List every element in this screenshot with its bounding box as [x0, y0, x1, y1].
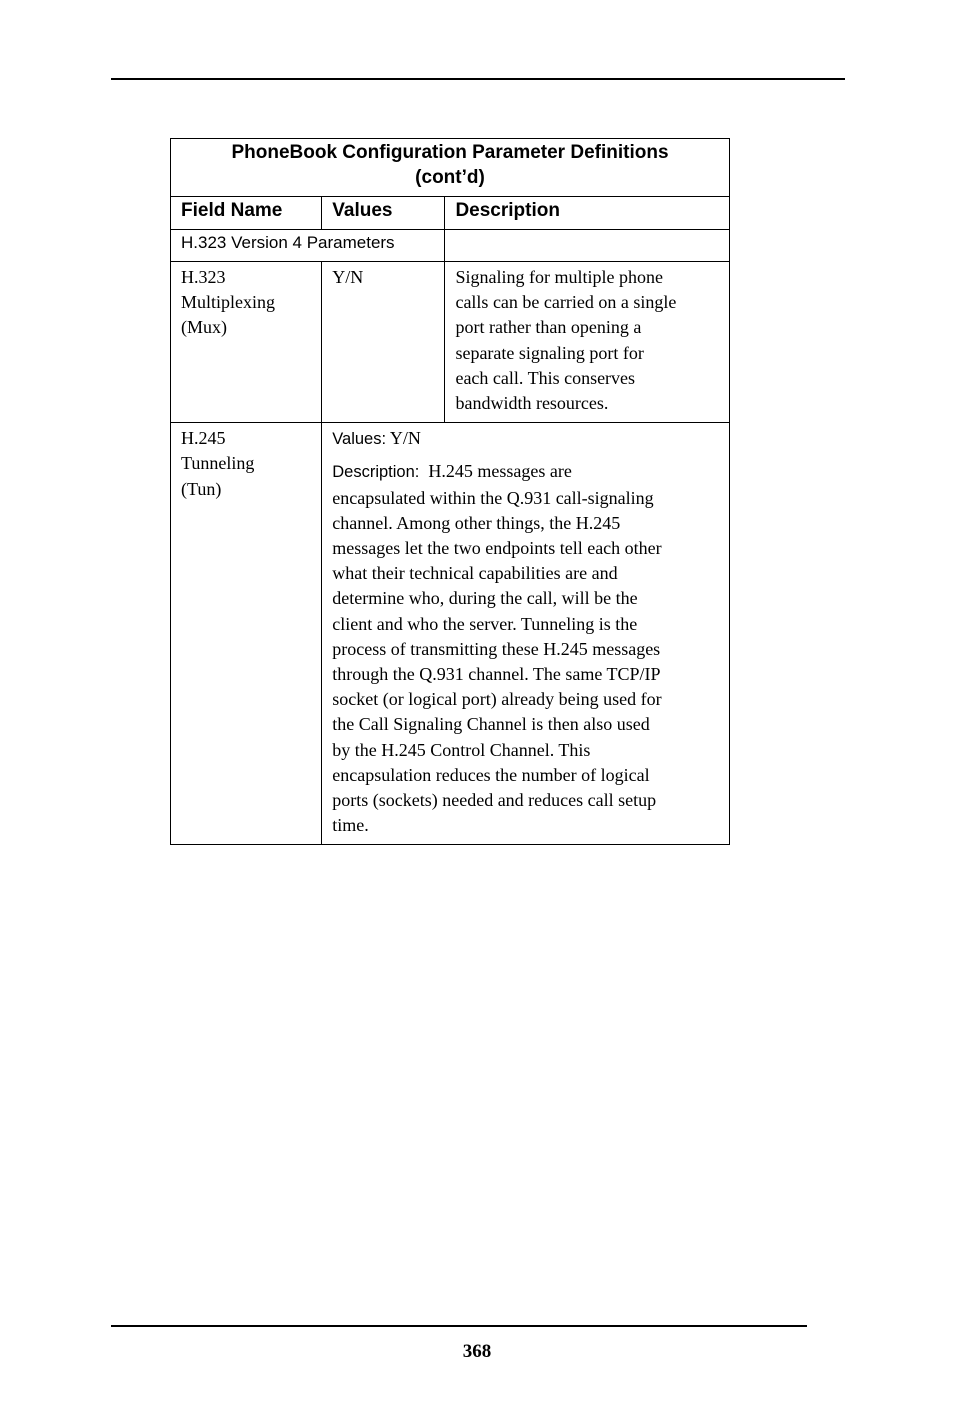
description-line: socket (or logical port) already being used for: [332, 689, 662, 710]
field-name-cell: [171, 423, 322, 845]
description-line: port rather than opening a: [455, 317, 642, 338]
description-line: process of transmitting these H.245 messages: [332, 638, 661, 659]
field-name-line: (Mux): [181, 317, 227, 338]
description-text: H.245 messages are: [428, 461, 572, 482]
description-line: client and who the server. Tunneling is the: [332, 613, 638, 634]
description-line: separate signaling port for: [455, 342, 644, 363]
description-line: each call. This conserves: [455, 367, 636, 388]
header-rule: [111, 78, 845, 80]
column-header-values: Values: [322, 197, 445, 230]
description-line: ports (sockets) needed and reduces call setup: [332, 790, 657, 811]
description-line: bandwidth resources.: [455, 393, 609, 414]
field-name-line: H.245: [181, 428, 226, 449]
description-line: messages let the two endpoints tell each other: [332, 538, 662, 559]
values-line: [332, 426, 719, 452]
description-line: encapsulation reduces the number of logical: [332, 764, 650, 785]
description-line: through the Q.931 channel. The same TCP/IP: [332, 664, 661, 685]
description-line: by the H.245 Control Channel. This: [332, 739, 591, 760]
value-text: Y/N: [332, 267, 364, 287]
table-header-row: [171, 197, 730, 230]
section-label: H.323 Version 4 Parameters: [171, 230, 445, 262]
field-name-line: Multiplexing: [181, 292, 275, 313]
table-row: [171, 262, 730, 423]
description-line: Signaling for multiple phone: [455, 267, 663, 287]
field-name-cell: [171, 262, 322, 423]
section-empty-cell: [445, 230, 730, 262]
description-line: time.: [332, 815, 369, 836]
field-name-line: (Tun): [181, 478, 222, 499]
section-row: [171, 230, 730, 262]
values-description-cell: [322, 423, 730, 845]
description-label: Description:: [332, 463, 420, 482]
field-name-line: H.323: [181, 267, 226, 287]
description-line: channel. Among other things, the H.245: [332, 512, 621, 533]
description-line: encapsulated within the Q.931 call-signaling: [332, 487, 654, 508]
values-cell: [322, 262, 445, 423]
table-title-row: [171, 139, 730, 197]
table-title-line-2: (cont’d): [415, 167, 485, 188]
page-number: 368: [462, 1341, 492, 1362]
values-label: Values:: [332, 430, 387, 449]
table-title-line-1: PhoneBook Configuration Parameter Definitions: [231, 142, 669, 163]
value-text: Y/N: [389, 428, 421, 449]
description-line: [332, 459, 719, 485]
description-line: what their technical capabilities are and: [332, 563, 618, 584]
column-header-description: Description: [445, 197, 730, 230]
description-line: calls can be carried on a single: [455, 292, 677, 313]
column-header-field-name: Field Name: [171, 197, 322, 230]
description-line: the Call Signaling Channel is then also used: [332, 714, 650, 735]
footer-rule: [111, 1325, 807, 1327]
parameter-definitions-table: [170, 138, 730, 845]
table-row: [171, 423, 730, 845]
field-name-line: Tunneling: [181, 453, 255, 474]
description-line: determine who, during the call, will be the: [332, 588, 638, 609]
table-title: [171, 139, 730, 197]
description-cell: [445, 262, 730, 423]
